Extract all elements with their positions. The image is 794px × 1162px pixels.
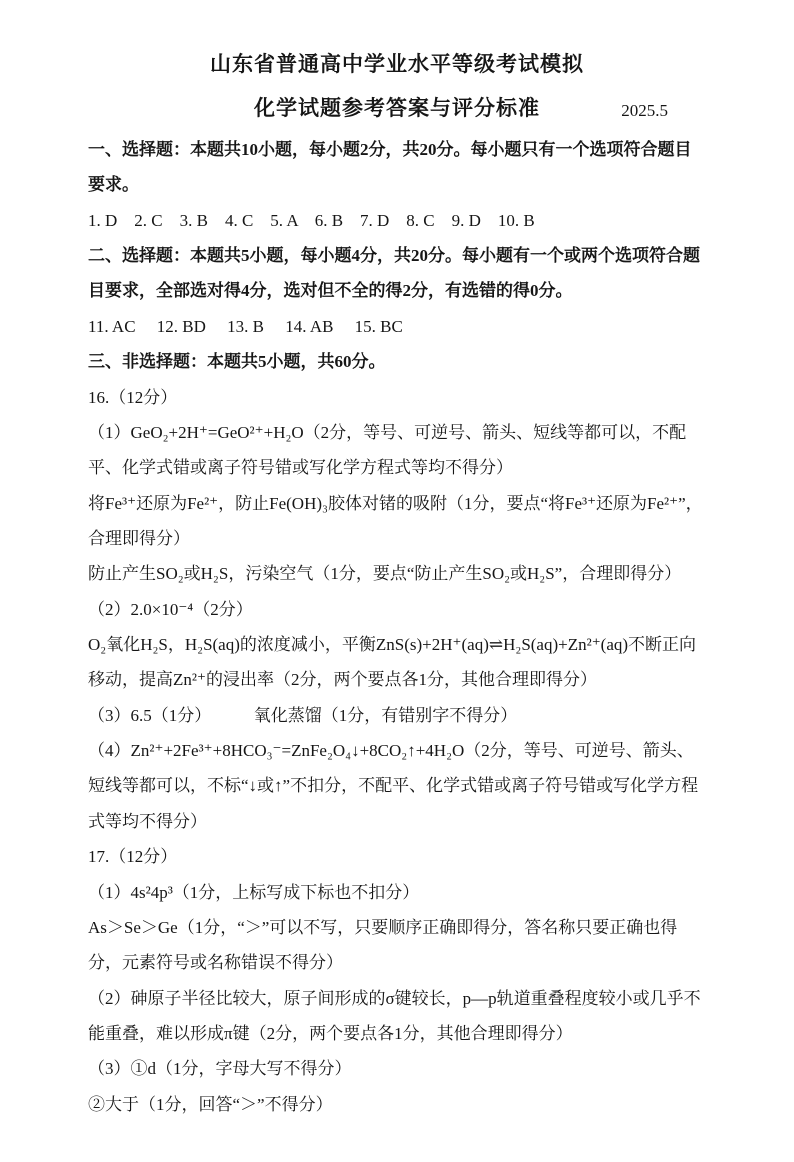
answer-body <box>88 132 706 1122</box>
question-16-answer-4: （4）Zn²⁺+2Fe³⁺+8HCO₃⁻=ZnFe₂O₄↓+8CO₂↑+4H₂O（2分，等号、可逆号、箭头、短线等都可以，不标“↓或↑”不扣分，不配平、化学式错或离子符号错或写化学方程式等均不得分） <box>88 741 699 831</box>
section-3-heading: 三、非选择题：本题共5小题，共60分。 <box>88 352 386 372</box>
section-2-answers: 11. AC 12. BD 13. B 14. AB 15. BC <box>88 316 403 336</box>
question-16-answer-1: （1）GeO₂+2H⁺=GeO²⁺+H₂O（2分，等号、可逆号、箭头、短线等都可以，不配平、化学式错或离子符号错或写化学方程式等均不得分） <box>88 422 687 478</box>
page-subtitle: 化学试题参考答案与评分标准 <box>254 96 540 120</box>
question-16-answer-1-note-b: 防止产生SO₂或H₂S，污染空气（1分，要点“防止产生SO₂或H₂S”，合理即得分） <box>88 564 682 584</box>
question-17-answer-3-part-2: ②大于（1分，回答“＞”不得分） <box>88 1094 333 1114</box>
section-1-answers: 1. D 2. C 3. B 4. C 5. A 6. B 7. D 8. C 9. D 10. B <box>88 210 535 230</box>
page-title: 山东省普通高中学业水平等级考试模拟 <box>210 52 584 76</box>
question-17-heading: 17.（12分） <box>88 847 178 867</box>
question-16-answer-2-note: O₂氧化H₂S，H₂S(aq)的浓度减小，平衡ZnS(s)+2H⁺(aq)⇌H₂S(aq)+Zn²⁺(aq)不断正向移动，提高Zn²⁺的浸出率（2分，两个要点各1分，其他合理即得分） <box>88 635 697 690</box>
question-17-answer-1: （1）4s²4p³（1分，上标写成下标也不扣分） <box>88 882 420 902</box>
question-16-answer-1-note-a: 将Fe³⁺还原为Fe²⁺，防止Fe(OH)₃胶体对锗的吸附（1分，要点“将Fe³⁺还原为Fe²⁺”，合理即得分） <box>88 493 703 548</box>
question-17-answer-3-part-1: （3）①d（1分，字母大写不得分） <box>88 1059 352 1079</box>
section-2-heading: 二、选择题：本题共5小题，每小题4分，共20分。每小题有一个或两个选项符合题目要求，全部选对得4分，选对但不全的得2分，有选错的得0分。 <box>88 246 700 301</box>
section-1-heading: 一、选择题：本题共10小题，每小题2分，共20分。每小题只有一个选项符合题目要求。 <box>88 140 692 195</box>
question-16-heading: 16.（12分） <box>88 387 178 407</box>
question-17-answer-1-note: As＞Se＞Ge（1分，“＞”可以不写，只要顺序正确即得分，答名称只要正确也得分，元素符号或名称错误不得分） <box>88 917 678 973</box>
question-16-answer-3: （3）6.5（1分） 氧化蒸馏（1分，有错别字不得分） <box>88 705 518 725</box>
subtitle-row <box>88 92 706 122</box>
question-17-answer-2: （2）砷原子半径比较大，原子间形成的σ键较长，p—p轨道重叠程度较小或几乎不能重叠，难以形成π键（2分，两个要点各1分，其他合理即得分） <box>88 988 701 1043</box>
question-16-answer-2: （2）2.0×10⁻⁴（2分） <box>88 599 253 619</box>
date-label: 2025.5 <box>621 101 668 120</box>
